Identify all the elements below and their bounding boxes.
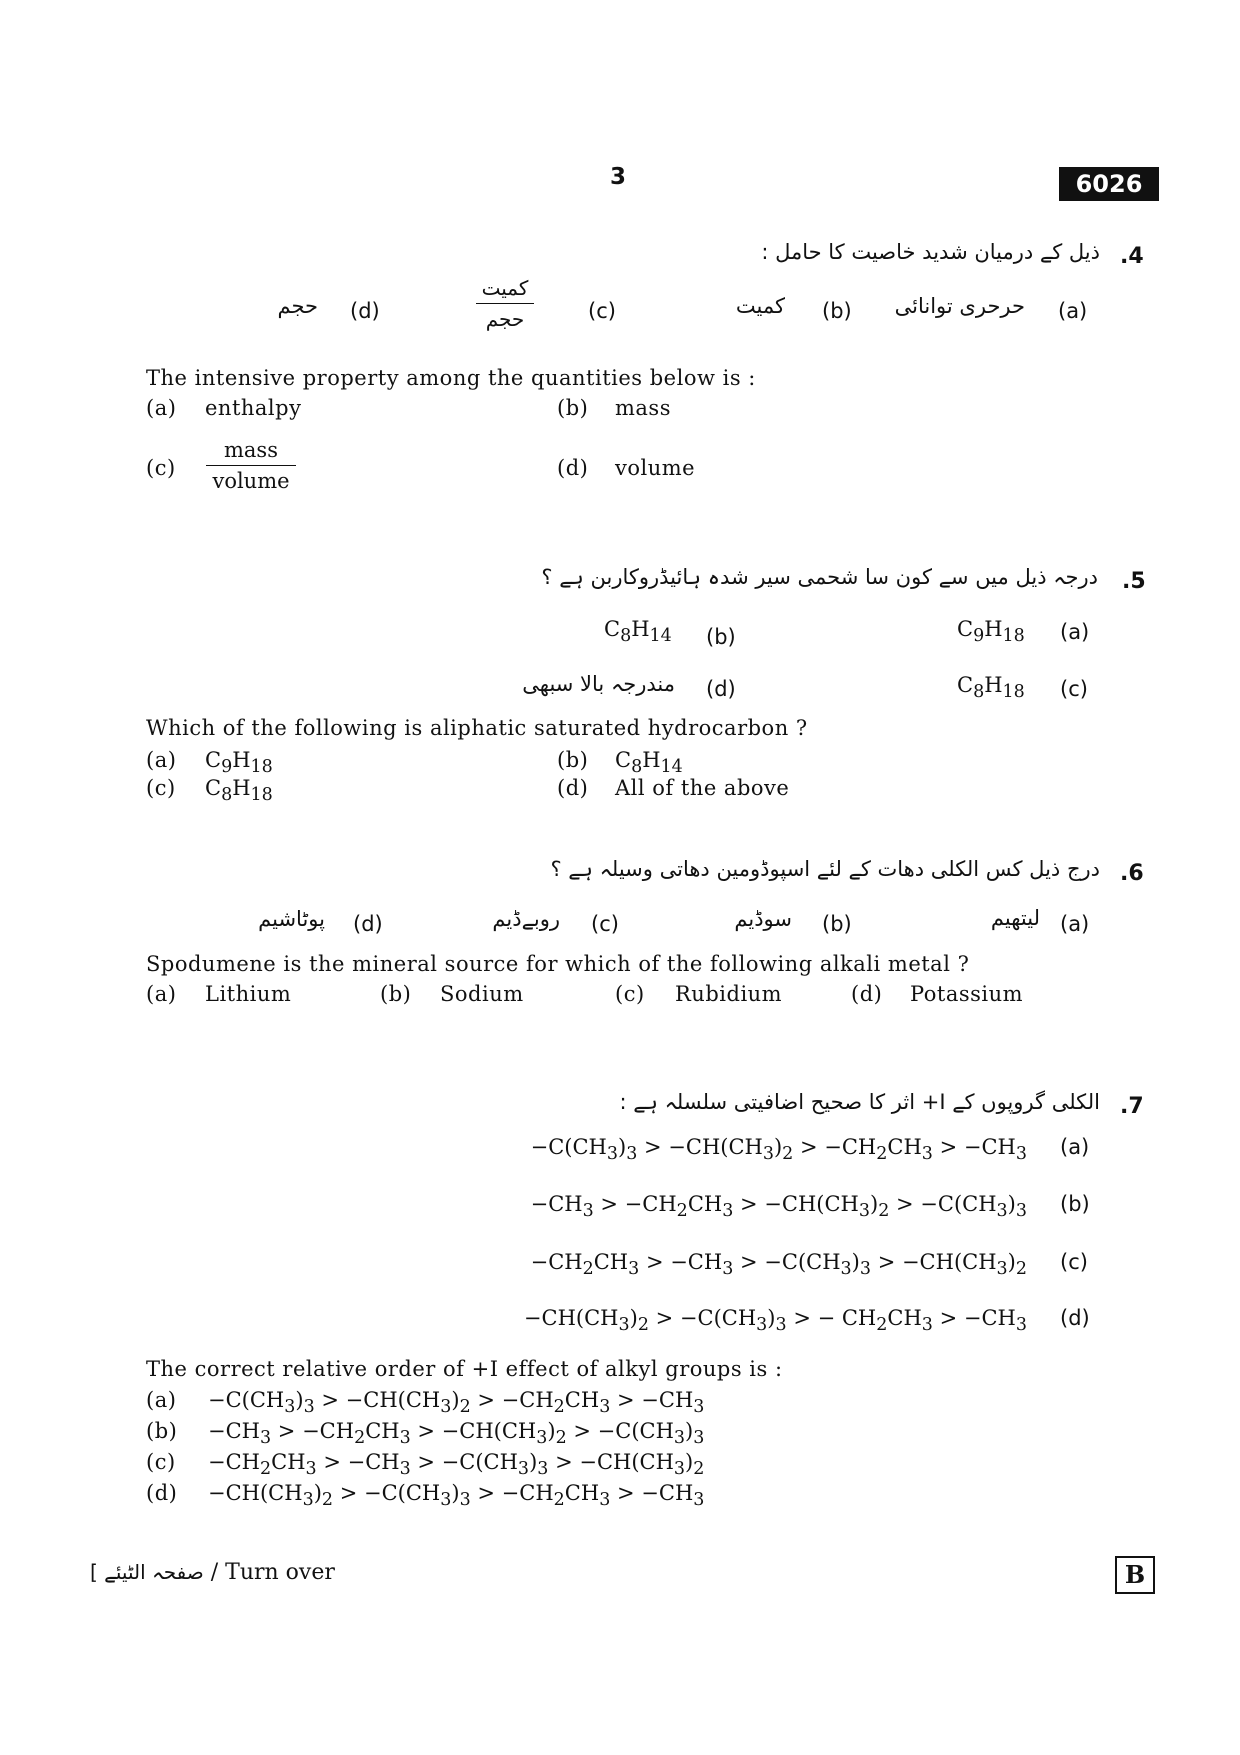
q5-option-d: All of the above bbox=[615, 776, 790, 800]
q7-option-d: $-CH(CH_3)_2 > -C(CH_3)_3 > -CH_2CH_3 > -CH_3$ bbox=[208, 1481, 705, 1511]
q5-urdu-option-a-label: (a) bbox=[1060, 620, 1090, 644]
q4-option-b-label: (b) bbox=[557, 396, 589, 420]
q6-option-a: Lithium bbox=[205, 982, 292, 1006]
q4-option-a-label: (a) bbox=[146, 396, 177, 420]
turn-over-english: / Turn over bbox=[210, 1560, 335, 1585]
question-4-english-text: The intensive property among the quantities below is : bbox=[146, 366, 756, 390]
q6-urdu-option-b-label: (b) bbox=[822, 912, 852, 936]
q4-urdu-option-b: کمیت bbox=[735, 294, 785, 318]
q7-urdu-option-c-label: (c) bbox=[1060, 1250, 1088, 1274]
question-7-urdu-text: الکلی گروپوں کے I+ اثر کا صحیح اضافیتی سلسلہ ہے : bbox=[619, 1090, 1100, 1114]
q6-urdu-option-a: لیتھیم bbox=[990, 906, 1040, 930]
q5-urdu-option-c-label: (c) bbox=[1060, 677, 1088, 701]
q4-urdu-option-c-fraction bbox=[476, 276, 534, 331]
q4-option-b: mass bbox=[615, 396, 671, 420]
q5-option-c-label: (c) bbox=[146, 776, 176, 800]
q5-option-b: $C_8H_{14}$ bbox=[615, 748, 683, 778]
q7-urdu-option-a: $-C(CH_3)_3 > -CH(CH_3)_2 > -CH_2CH_3 > -CH_3$ bbox=[530, 1135, 1027, 1165]
q7-urdu-option-c: $-CH_2CH_3 > -CH_3 > -C(CH_3)_3 > -CH(CH_3)_2$ bbox=[530, 1250, 1027, 1280]
q5-option-a-label: (a) bbox=[146, 748, 177, 772]
q4-urdu-option-d: حجم bbox=[277, 294, 318, 318]
q7-option-a: $-C(CH_3)_3 > -CH(CH_3)_2 > -CH_2CH_3 > -CH_3$ bbox=[208, 1388, 705, 1418]
set-code-box: B bbox=[1115, 1556, 1155, 1594]
q6-urdu-option-a-label: (a) bbox=[1060, 912, 1090, 936]
question-6-english-text: Spodumene is the mineral source for which of the following alkali metal ? bbox=[146, 952, 970, 976]
q6-option-c: Rubidium bbox=[675, 982, 783, 1006]
q7-option-c: $-CH_2CH_3 > -CH_3 > -C(CH_3)_3 > -CH(CH_3)_2$ bbox=[208, 1450, 705, 1480]
q6-urdu-option-d-label: (d) bbox=[353, 912, 383, 936]
question-6-urdu-text: درج ذیل کس الکلی دھات کے لئے اسپوڈومین دھاتی وسیلہ ہے ؟ bbox=[550, 857, 1100, 881]
q5-urdu-option-b: $C_8H_{14}$ bbox=[604, 617, 672, 647]
q5-option-d-label: (d) bbox=[557, 776, 589, 800]
q7-option-b: $-CH_3 > -CH_2CH_3 > -CH(CH_3)_2 > -C(CH_3)_3$ bbox=[208, 1419, 705, 1449]
question-6-number: .6 bbox=[1120, 861, 1144, 886]
question-7-english-text: The correct relative order of +I effect of alkyl groups is : bbox=[146, 1357, 783, 1381]
q7-urdu-option-b: $-CH_3 > -CH_2CH_3 > -CH(CH_3)_2 > -C(CH_3)_3$ bbox=[530, 1192, 1027, 1222]
question-5-urdu-text: درجہ ذیل میں سے کون سا شحمی سیر شدہ ہائیڈروکاربن ہے ؟ bbox=[541, 565, 1098, 589]
question-4-number: .4 bbox=[1120, 244, 1144, 269]
q5-urdu-option-b-label: (b) bbox=[706, 625, 736, 649]
question-4-urdu-text: ذیل کے درمیان شدید خاصیت کا حامل : bbox=[761, 240, 1100, 264]
page-number: 3 bbox=[610, 164, 627, 190]
q4-option-a: enthalpy bbox=[205, 396, 302, 420]
question-5-english-text: Which of the following is aliphatic saturated hydrocarbon ? bbox=[146, 716, 808, 740]
q6-urdu-option-c: روبےڈیم bbox=[492, 907, 560, 931]
turn-over-urdu: [ صفحہ الٹیئے bbox=[90, 1560, 204, 1584]
q5-urdu-option-d-label: (d) bbox=[706, 677, 736, 701]
q4-option-c-fraction bbox=[206, 438, 296, 493]
q6-urdu-option-d: پوٹاشیم bbox=[258, 907, 325, 931]
q4-option-c-label: (c) bbox=[146, 456, 176, 480]
q4-urdu-option-d-label: (d) bbox=[350, 299, 380, 323]
q4-urdu-option-c-numerator: کمیت bbox=[476, 276, 534, 304]
q5-option-b-label: (b) bbox=[557, 748, 589, 772]
q4-urdu-option-c-label: (c) bbox=[588, 299, 616, 323]
q4-urdu-option-a: حرحری توانائی bbox=[894, 294, 1025, 318]
q4-urdu-option-c-denominator: حجم bbox=[485, 307, 525, 331]
q5-option-c: $C_8H_{18}$ bbox=[205, 776, 273, 806]
question-5-number: .5 bbox=[1122, 569, 1146, 594]
q4-option-c-denominator: volume bbox=[212, 469, 290, 493]
q6-option-d: Potassium bbox=[910, 982, 1024, 1006]
q6-urdu-option-b: سوڈیم bbox=[734, 907, 792, 931]
q7-option-b-label: (b) bbox=[146, 1419, 178, 1443]
q7-urdu-option-a-label: (a) bbox=[1060, 1135, 1090, 1159]
q4-option-d: volume bbox=[615, 456, 696, 480]
q7-urdu-option-b-label: (b) bbox=[1060, 1192, 1090, 1216]
q6-option-b: Sodium bbox=[440, 982, 524, 1006]
q7-option-a-label: (a) bbox=[146, 1388, 177, 1412]
q4-urdu-option-a-label: (a) bbox=[1058, 299, 1088, 323]
question-7-number: .7 bbox=[1120, 1094, 1144, 1119]
q6-option-c-label: (c) bbox=[615, 982, 645, 1006]
q6-option-b-label: (b) bbox=[380, 982, 412, 1006]
turn-over-note bbox=[90, 1560, 335, 1585]
q7-urdu-option-d: $-CH(CH_3)_2 > -C(CH_3)_3$ > − $CH_2CH_3 > -CH_3$ bbox=[523, 1306, 1027, 1336]
q4-option-c-numerator: mass bbox=[206, 438, 296, 466]
q5-urdu-option-c: $C_8H_{18}$ bbox=[957, 673, 1025, 703]
q6-option-d-label: (d) bbox=[851, 982, 883, 1006]
q5-urdu-option-a: $C_9H_{18}$ bbox=[957, 617, 1025, 647]
q4-urdu-option-b-label: (b) bbox=[822, 299, 852, 323]
q6-urdu-option-c-label: (c) bbox=[591, 912, 619, 936]
q5-urdu-option-d: مندرجہ بالا سبھی bbox=[522, 672, 675, 696]
q5-option-a: $C_9H_{18}$ bbox=[205, 748, 273, 778]
q4-option-d-label: (d) bbox=[557, 456, 589, 480]
paper-code-badge: 6026 bbox=[1059, 167, 1159, 201]
q6-option-a-label: (a) bbox=[146, 982, 177, 1006]
q7-urdu-option-d-label: (d) bbox=[1060, 1306, 1090, 1330]
q7-option-c-label: (c) bbox=[146, 1450, 176, 1474]
q7-option-d-label: (d) bbox=[146, 1481, 178, 1505]
